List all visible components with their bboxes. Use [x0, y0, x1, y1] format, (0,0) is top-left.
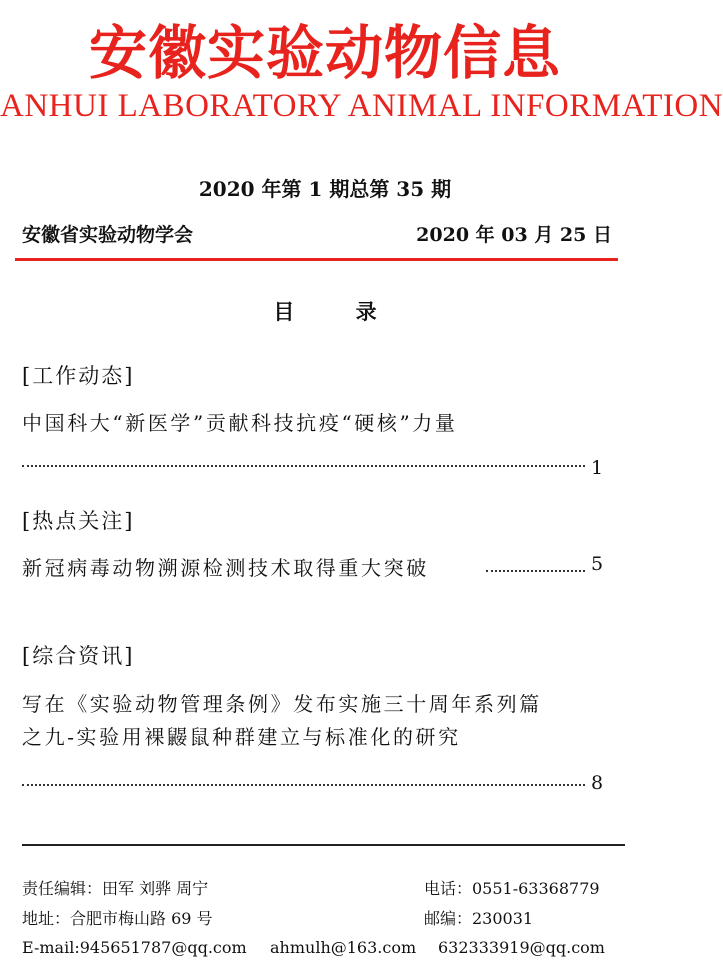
issue-number: 2020 年第 1 期总第 35 期: [198, 177, 452, 201]
toc-entry-page[interactable]: 8: [591, 772, 604, 794]
address: 地址：合肥市梅山路 69 号: [22, 909, 213, 928]
phone: 电话：0551-63368779: [424, 879, 600, 898]
dot-leader: [486, 570, 585, 572]
dot-leader: [22, 465, 585, 467]
toc-entry-title[interactable]: 中国科大“新医学”贡献科技抗疫“硬核”力量: [22, 411, 458, 435]
journal-title-english: ANHUI LABORATORY ANIMAL INFORMATION: [0, 88, 723, 124]
toc-entry-title-line-1[interactable]: 写在《实验动物管理条例》发布实施三十周年系列篇: [22, 692, 542, 716]
toc-entry-page[interactable]: 5: [591, 553, 604, 575]
footer-divider: [22, 844, 625, 846]
header-divider: [15, 258, 618, 261]
email-3[interactable]: 632333919@qq.com: [438, 938, 605, 957]
email-2[interactable]: ahmulh@163.com: [270, 938, 417, 957]
toc-heading: 目 录: [273, 299, 377, 324]
postcode: 邮编：230031: [424, 909, 534, 928]
section-label-general-news: [综合资讯]: [22, 644, 135, 668]
dot-leader: [22, 784, 585, 786]
editors: 责任编辑：田军 刘骅 周宁: [22, 879, 209, 898]
toc-entry-title-line-2[interactable]: 之九-实验用裸鼹鼠种群建立与标准化的研究: [22, 725, 461, 749]
toc-entry-title[interactable]: 新冠病毒动物溯源检测技术取得重大突破: [22, 556, 429, 580]
section-label-work-news: [工作动态]: [22, 364, 135, 388]
journal-title-chinese: 安徽实验动物信息: [88, 19, 561, 87]
publisher-name: 安徽省实验动物学会: [22, 224, 194, 246]
publication-date: 2020 年 03 月 25 日: [416, 224, 612, 246]
email-1[interactable]: E-mail:945651787@qq.com: [22, 938, 247, 957]
toc-entry-page[interactable]: 1: [591, 457, 604, 479]
section-label-hot-topics: [热点关注]: [22, 509, 135, 533]
